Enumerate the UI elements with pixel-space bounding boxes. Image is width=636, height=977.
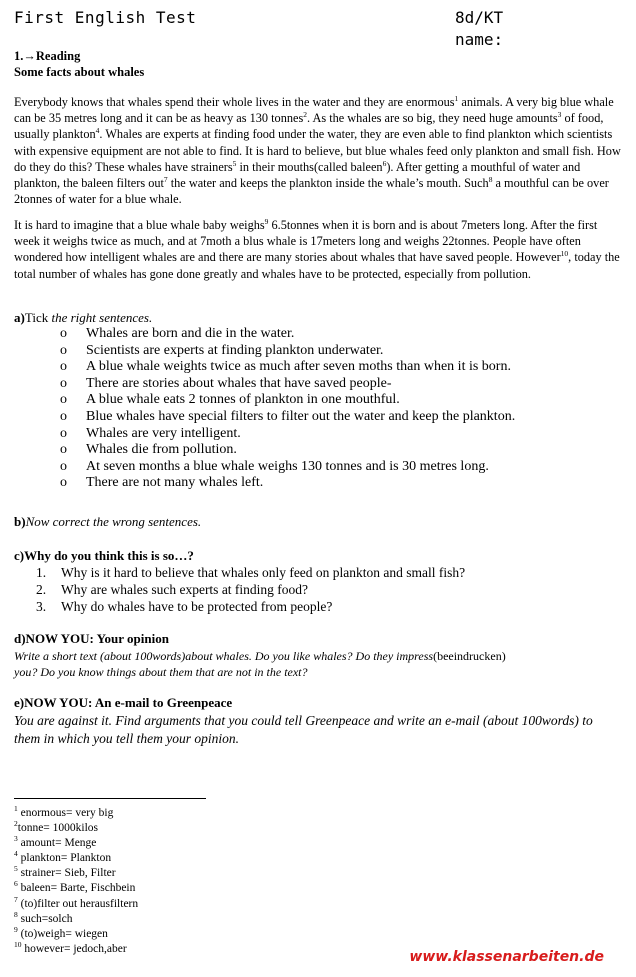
list-item[interactable]: o Blue whales have special filters to filter out the water and keep the plankton.: [60, 408, 516, 424]
list-item[interactable]: o Whales are very intelligent.: [60, 425, 241, 441]
list-item[interactable]: o At seven months a blue whale weighs 130 tonnes and is 30 metres long.: [60, 458, 489, 474]
footnotes: [14, 806, 138, 957]
list-item[interactable]: o Whales die from pollution.: [60, 442, 237, 458]
footnote: $^{10}$ however= jedoch,aber: [14, 940, 127, 955]
reading-subheading: Some facts about whales: [14, 65, 145, 79]
list-item: 3. Why do whales have to be protected from people?: [36, 599, 333, 614]
task-a-heading: a)Tick the right sentences.: [14, 310, 153, 325]
task-b-heading: b)Now correct the wrong sentences.: [14, 514, 202, 529]
task-e-heading: e)NOW YOU: An e-mail to Greenpeace: [14, 695, 233, 710]
footnote: $^4$ plankton= Plankton: [14, 849, 112, 865]
footnote: $^2$tonne= 1000kilos: [14, 819, 99, 835]
class-label: 8d/KT: [455, 8, 504, 27]
task-c-heading: c)Why do you think this is so…?: [14, 548, 194, 563]
reading-paragraph-2: It is hard to imagine that a blue whale baby weighs$^9$ 6.5tonnes when it is born and is about 7meters long. After the first week it weighs twice as much, and at 7moth a blus whale is 17meters long and weighs 22tonnes. People have often wondered how intelligent whales are and there are many stories about whales that have saved people. However$^{10}$, today the total number of whales has gone done greatly and whales have to be protected, especially from pollution.: [14, 216, 620, 281]
list-item[interactable]: o There are not many whales left.: [60, 475, 264, 491]
list-item[interactable]: o A blue whale eats 2 tonnes of plankton in one mouthful.: [60, 392, 400, 408]
footnote: $^7$ (to)filter out herausfiltern: [14, 894, 139, 910]
website-watermark[interactable]: www.klassenarbeiten.de: [409, 949, 604, 965]
list-item: 2. Why are whales such experts at finding food?: [36, 582, 309, 597]
task-d-instructions: Write a short text (about 100words)about whales. Do you like whales? Do they impress(beeindrucken) you? Do you know things about them that are not in the text?: [14, 649, 506, 679]
footnote: $^5$ strainer= Sieb, Filter: [14, 864, 116, 880]
footnote: $^3$ amount= Menge: [14, 834, 97, 850]
reading-paragraph-1: Everybody knows that whales spend their whole lives in the water and they are enormous$^1$ animals. A very big blue whale can be 35 metres long and it can be as heavy as 130 tonnes$^2$. As the whales are so big, they need huge amounts$^3$ of food, usually plankton$^4$. Whales are experts at finding food under the water, they are even able to find plankton which scientists with expensive equipment are not able to find. It is hard to believe, but blue whales feed only plankton and small fish. How do they do this? These whales have strainers$^5$ in their mouths(called baleen$^6$). After getting a mouthful of water and plankton, the baleen filters out$^7$ the water and keeps the plankton inside the whale’s mouth. Such$^8$ a mouthful can be over 2tonnes of water for a blue whale.: [14, 93, 621, 207]
list-item: 1. Why is it hard to believe that whales only feed on plankton and small fish?: [36, 565, 466, 580]
footnote-divider: [14, 798, 206, 799]
list-item[interactable]: o A blue whale weights twice as much after seven moths than when it is born.: [60, 359, 511, 375]
why-questions-list: [36, 564, 465, 615]
footnote: $^8$ such=solch: [14, 909, 73, 925]
reading-section-heading: 1.→Reading Some facts about whales: [14, 49, 145, 79]
task-e-instructions: You are against it. Find arguments that you could tell Greenpeace and write an e-mail (about 100words) to them in which you tell them your opinion.: [14, 713, 593, 746]
footnote: $^6$ baleen= Barte, Fischbein: [14, 879, 136, 895]
footnote: $^9$ (to)weigh= wiegen: [14, 924, 108, 940]
footnote: $^1$ enormous= very big: [14, 804, 114, 819]
name-label: name:: [455, 30, 504, 49]
list-item[interactable]: o Scientists are experts at finding plankton underwater.: [60, 342, 384, 358]
tick-sentences-list: [60, 326, 515, 492]
list-item[interactable]: o Whales are born and die in the water.: [60, 326, 295, 341]
test-title: First English Test: [14, 8, 197, 27]
list-item[interactable]: o There are stories about whales that have saved people-: [60, 375, 392, 391]
task-d-heading: d)NOW YOU: Your opinion: [14, 631, 169, 646]
